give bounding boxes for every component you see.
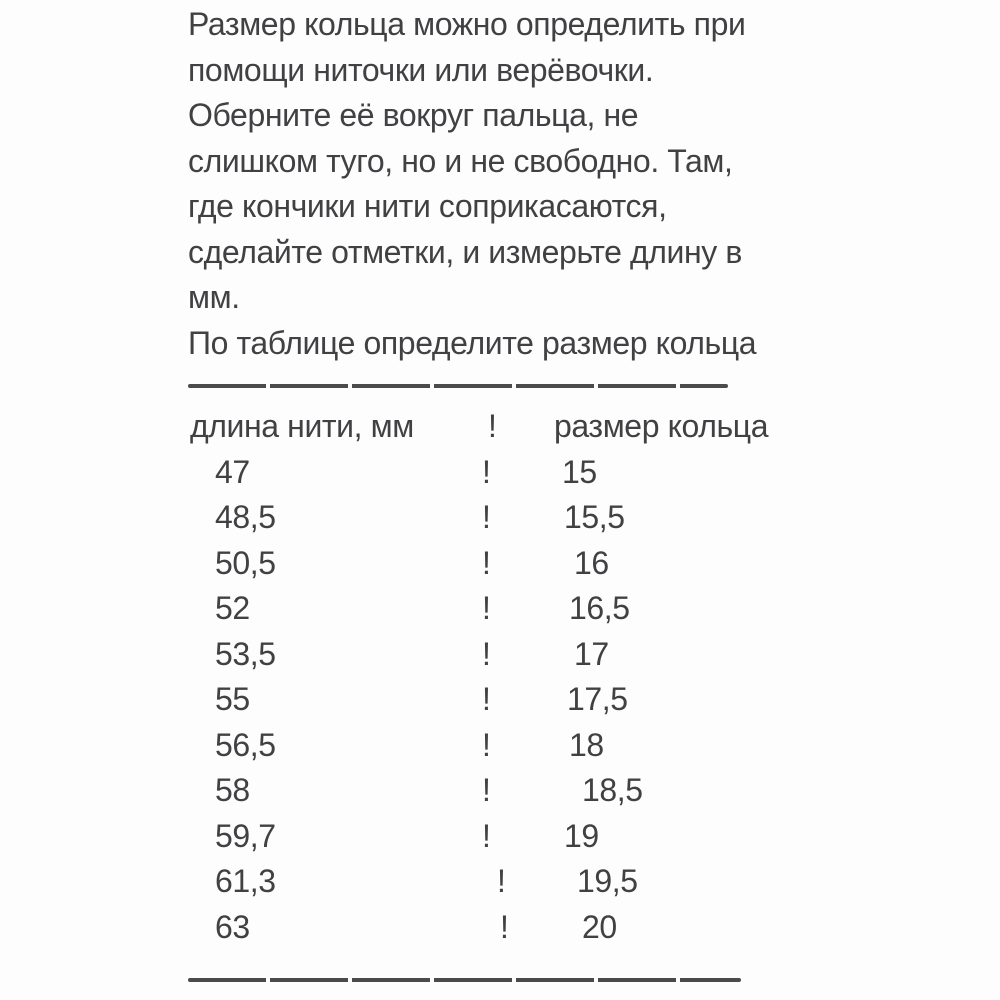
length-cell: 55 bbox=[215, 681, 250, 717]
table-row bbox=[188, 814, 808, 860]
ring-size-cell: 18 bbox=[569, 726, 604, 763]
instruction-line: По таблице определите размер кольца bbox=[188, 324, 757, 361]
instruction-paragraph bbox=[188, 2, 808, 366]
length-cell: 56,5 bbox=[215, 726, 276, 763]
length-cell: 48,5 bbox=[215, 499, 276, 535]
table-row bbox=[188, 859, 808, 905]
table-row bbox=[188, 450, 808, 496]
column-separator: ! bbox=[482, 726, 491, 763]
instruction-line: слишком туго, но и не свободно. Там, bbox=[188, 142, 733, 179]
instruction-line: где кончики нити соприкасаются, bbox=[188, 188, 667, 224]
column-separator: ! bbox=[482, 817, 491, 854]
instruction-line: Оберните её вокруг пальца, не bbox=[188, 97, 639, 133]
size-column-header: размер кольца bbox=[554, 408, 769, 444]
column-separator: ! bbox=[482, 772, 491, 808]
table-row bbox=[188, 632, 808, 678]
ring-size-cell: 16 bbox=[574, 544, 609, 581]
document-body bbox=[188, 2, 808, 982]
table-row bbox=[188, 586, 808, 632]
column-separator: ! bbox=[482, 499, 491, 535]
instruction-line: сделайте отметки, и измерьте длину в bbox=[188, 233, 742, 270]
column-separator: ! bbox=[500, 908, 509, 945]
length-cell: 58 bbox=[215, 772, 250, 808]
table-bottom-divider bbox=[188, 978, 741, 982]
table-row bbox=[188, 541, 808, 587]
ring-size-table bbox=[188, 404, 808, 950]
table-row bbox=[188, 905, 808, 951]
column-separator: ! bbox=[488, 408, 497, 444]
column-separator: ! bbox=[482, 681, 491, 717]
length-cell: 50,5 bbox=[215, 544, 276, 581]
instruction-line: мм. bbox=[188, 279, 240, 315]
ring-size-cell: 16,5 bbox=[569, 590, 630, 626]
length-cell: 63 bbox=[215, 908, 250, 945]
length-cell: 47 bbox=[215, 453, 250, 490]
table-row bbox=[188, 768, 808, 814]
length-cell: 61,3 bbox=[215, 863, 276, 899]
column-separator: ! bbox=[482, 590, 491, 626]
table-row bbox=[188, 677, 808, 723]
ring-size-cell: 17 bbox=[574, 635, 609, 672]
length-cell: 53,5 bbox=[215, 635, 276, 672]
ring-size-cell: 15 bbox=[562, 453, 597, 490]
instruction-line: помощи ниточки или верёвочки. bbox=[188, 51, 654, 88]
ring-size-cell: 18,5 bbox=[582, 772, 643, 808]
ring-size-cell: 20 bbox=[582, 908, 617, 945]
column-separator: ! bbox=[482, 453, 491, 490]
table-row bbox=[188, 495, 808, 541]
column-separator: ! bbox=[482, 544, 491, 581]
instruction-line: Размер кольца можно определить при bbox=[188, 6, 746, 42]
ring-size-cell: 15,5 bbox=[564, 499, 625, 535]
column-separator: ! bbox=[482, 635, 491, 672]
ring-size-cell: 19 bbox=[564, 817, 599, 854]
ring-size-cell: 17,5 bbox=[567, 681, 628, 717]
length-cell: 52 bbox=[215, 590, 250, 626]
table-row bbox=[188, 723, 808, 769]
column-separator: ! bbox=[497, 863, 506, 899]
table-top-divider bbox=[188, 384, 728, 388]
ring-size-cell: 19,5 bbox=[577, 863, 638, 899]
length-column-header: длина нити, мм bbox=[190, 408, 414, 444]
table-header-row bbox=[188, 404, 808, 450]
length-cell: 59,7 bbox=[215, 817, 276, 854]
